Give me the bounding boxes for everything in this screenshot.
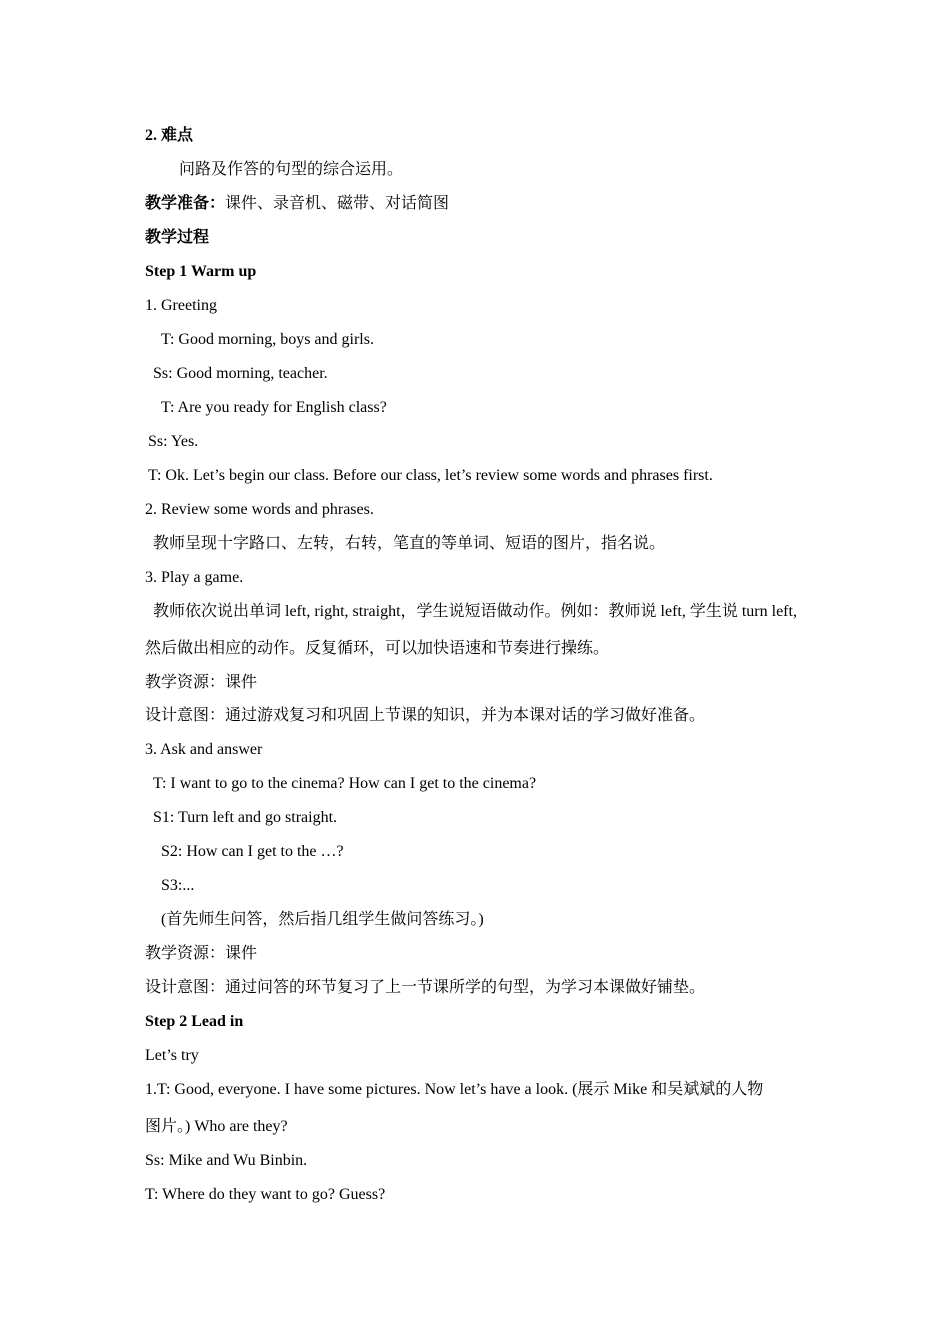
heading-process: 教学过程 [145,229,210,246]
dialogue-line: Ss: Yes. [148,433,199,450]
resource-line: 教学资源：课件 [145,674,258,691]
dialogue-line: Ss: Good morning, teacher. [153,365,328,382]
design-intent: 设计意图：通过游戏复习和巩固上节课的知识，并为本课对话的学习做好准备。 [145,707,706,724]
prep-line [145,194,449,214]
dialogue-line: T: Where do they want to go? Guess? [145,1186,386,1203]
dialogue-line: Ss: Mike and Wu Binbin. [145,1152,308,1169]
list-item: 2. Review some words and phrases. [145,501,374,518]
list-item: 3. Play a game. [145,569,244,586]
paragraph: (首先师生问答，然后指几组学生做问答练习。) [161,911,484,928]
dialogue-line: T: Good morning, boys and girls. [161,331,374,348]
list-item: 3. Ask and answer [145,741,263,758]
paragraph: Let’s try [145,1047,199,1064]
heading-step2: Step 2 Lead in [145,1013,244,1030]
dialogue-line: S1: Turn left and go straight. [153,809,338,826]
dialogue-line: 1.T: Good, everyone. I have some pictures. Now let’s have a look. (展示 Mike 和吴斌斌的人物 [145,1081,764,1098]
resource-line: 教学资源：课件 [145,945,258,962]
dialogue-line: T: Ok. Let’s begin our class. Before our class, let’s review some words and phrases first. [148,467,713,484]
dialogue-line: S3:... [161,877,195,894]
prep-text: 课件、录音机、磁带、对话简图 [225,195,450,212]
paragraph: 教师呈现十字路口、左转，右转，笔直的等单词、短语的图片，指名说。 [153,535,666,552]
dialogue-line: T: I want to go to the cinema? How can I get to the cinema? [153,775,537,792]
heading-difficulty: 2. 难点 [145,127,194,144]
design-intent: 设计意图：通过问答的环节复习了上一节课所学的句型，为学习本课做好铺垫。 [145,979,706,996]
paragraph: 然后做出相应的动作。反复循环，可以加快语速和节奏进行操练。 [145,640,610,657]
prep-label: 教学准备： [145,195,226,212]
paragraph: 问路及作答的句型的综合运用。 [179,161,404,178]
heading-step1: Step 1 Warm up [145,263,257,280]
list-item: 1. Greeting [145,297,217,314]
dialogue-line: S2: How can I get to the …? [161,843,344,860]
dialogue-line: 图片。) Who are they? [145,1118,288,1135]
dialogue-line: T: Are you ready for English class? [161,399,387,416]
paragraph: 教师依次说出单词 left, right, straight，学生说短语做动作。例如：教师说 left, 学生说 turn left, [153,603,797,620]
